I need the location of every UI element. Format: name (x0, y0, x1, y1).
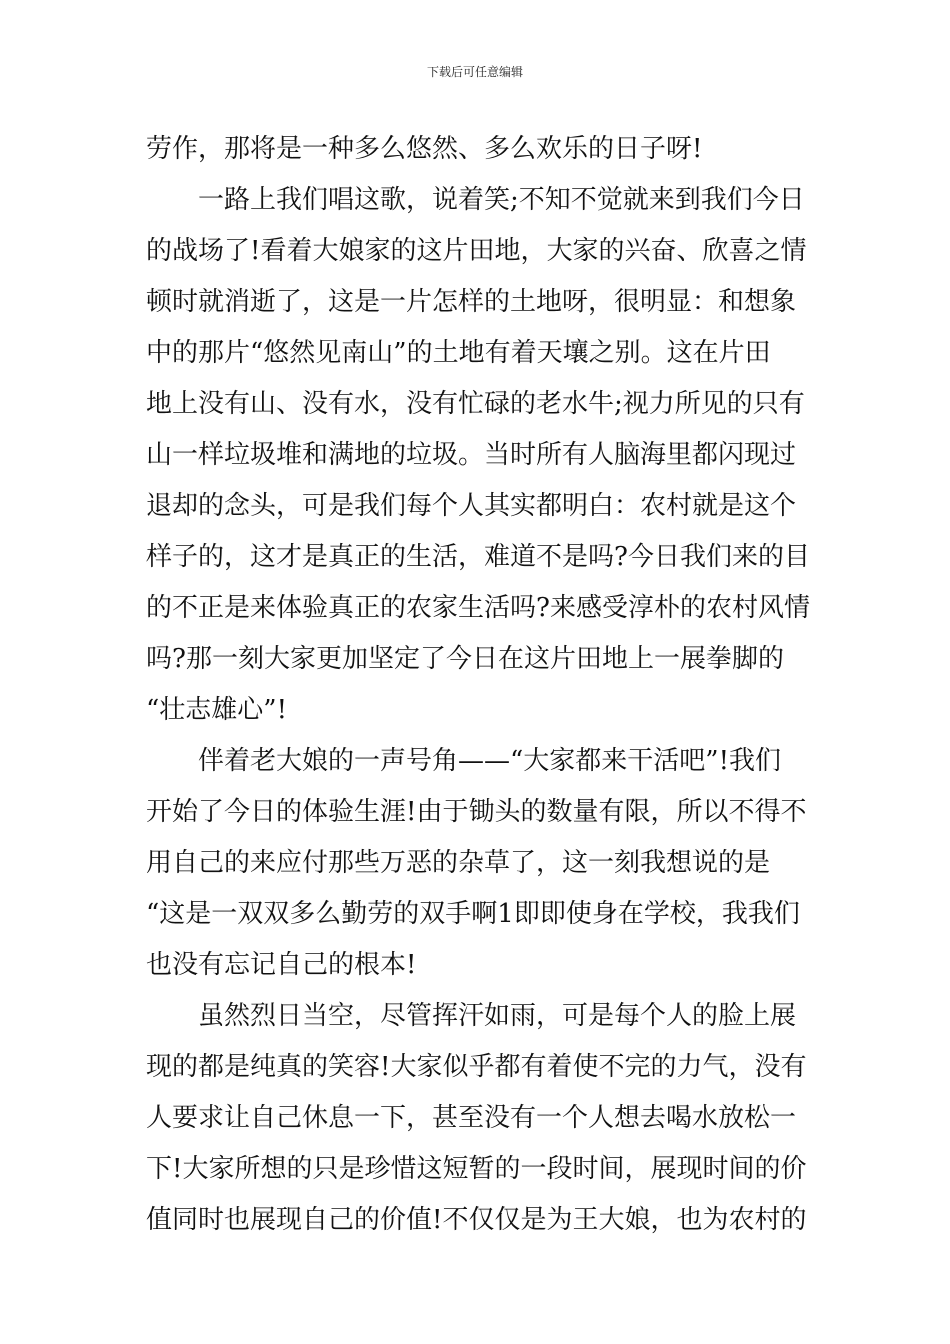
document-body (146, 124, 810, 1246)
text-line: 值同时也展现自己的价值!不仅仅是为王大娘，也为农村的 (146, 1205, 807, 1235)
text-line: 用自己的来应付那些万恶的杂草了，这一刻我想说的是 (146, 848, 771, 878)
text-line: 开始了今日的体验生涯!由于锄头的数量有限，所以不得不 (146, 797, 807, 827)
text-line-paragraph-start: 一路上我们唱这歌，说着笑;不知不觉就来到我们今日 (198, 185, 805, 215)
text-line: 下!大家所想的只是珍惜这短暂的一段时间，展现时间的价 (146, 1154, 807, 1184)
text-line: 退却的念头，可是我们每个人其实都明白：农村就是这个 (146, 491, 797, 521)
text-line-paragraph-start: 伴着老大娘的一声号角——“大家都来干活吧”!我们 (198, 746, 782, 776)
text-line: “这是一双双多么勤劳的双手啊1即即使身在学校，我我们 (146, 899, 800, 929)
text-line: 人要求让自己休息一下，甚至没有一个人想去喝水放松一 (146, 1103, 797, 1133)
page-header: 下载后可任意编辑 (426, 65, 523, 79)
text-line: “壮志雄心”! (146, 695, 288, 725)
text-line: 的战场了!看着大娘家的这片田地，大家的兴奋、欣喜之情 (146, 236, 807, 266)
text-line: 顿时就消逝了，这是一片怎样的土地呀，很明显：和想象 (146, 287, 797, 317)
text-line: 中的那片“悠然见南山”的土地有着天壤之别。这在片田 (146, 338, 771, 368)
text-line: 也没有忘记自己的根本! (146, 950, 417, 980)
text-line: 现的都是纯真的笑容!大家似乎都有着使不完的力气，没有 (146, 1052, 807, 1082)
text-line: 的不正是来体验真正的农家生活吗?来感受淳朴的农村风情 (146, 593, 810, 623)
text-line-paragraph-start: 虽然烈日当空，尽管挥汗如雨，可是每个人的脸上展 (198, 1001, 797, 1031)
text-line: 地上没有山、没有水，没有忙碌的老水牛;视力所见的只有 (146, 389, 805, 419)
text-line: 山一样垃圾堆和满地的垃圾。当时所有人脑海里都闪现过 (146, 440, 797, 470)
text-line: 吗?那一刻大家更加坚定了今日在这片田地上一展拳脚的 (146, 644, 784, 674)
text-line: 样子的，这才是真正的生活，难道不是吗?今日我们来的目 (146, 542, 810, 572)
text-line: 劳作，那将是一种多么悠然、多么欢乐的日子呀! (146, 134, 703, 164)
